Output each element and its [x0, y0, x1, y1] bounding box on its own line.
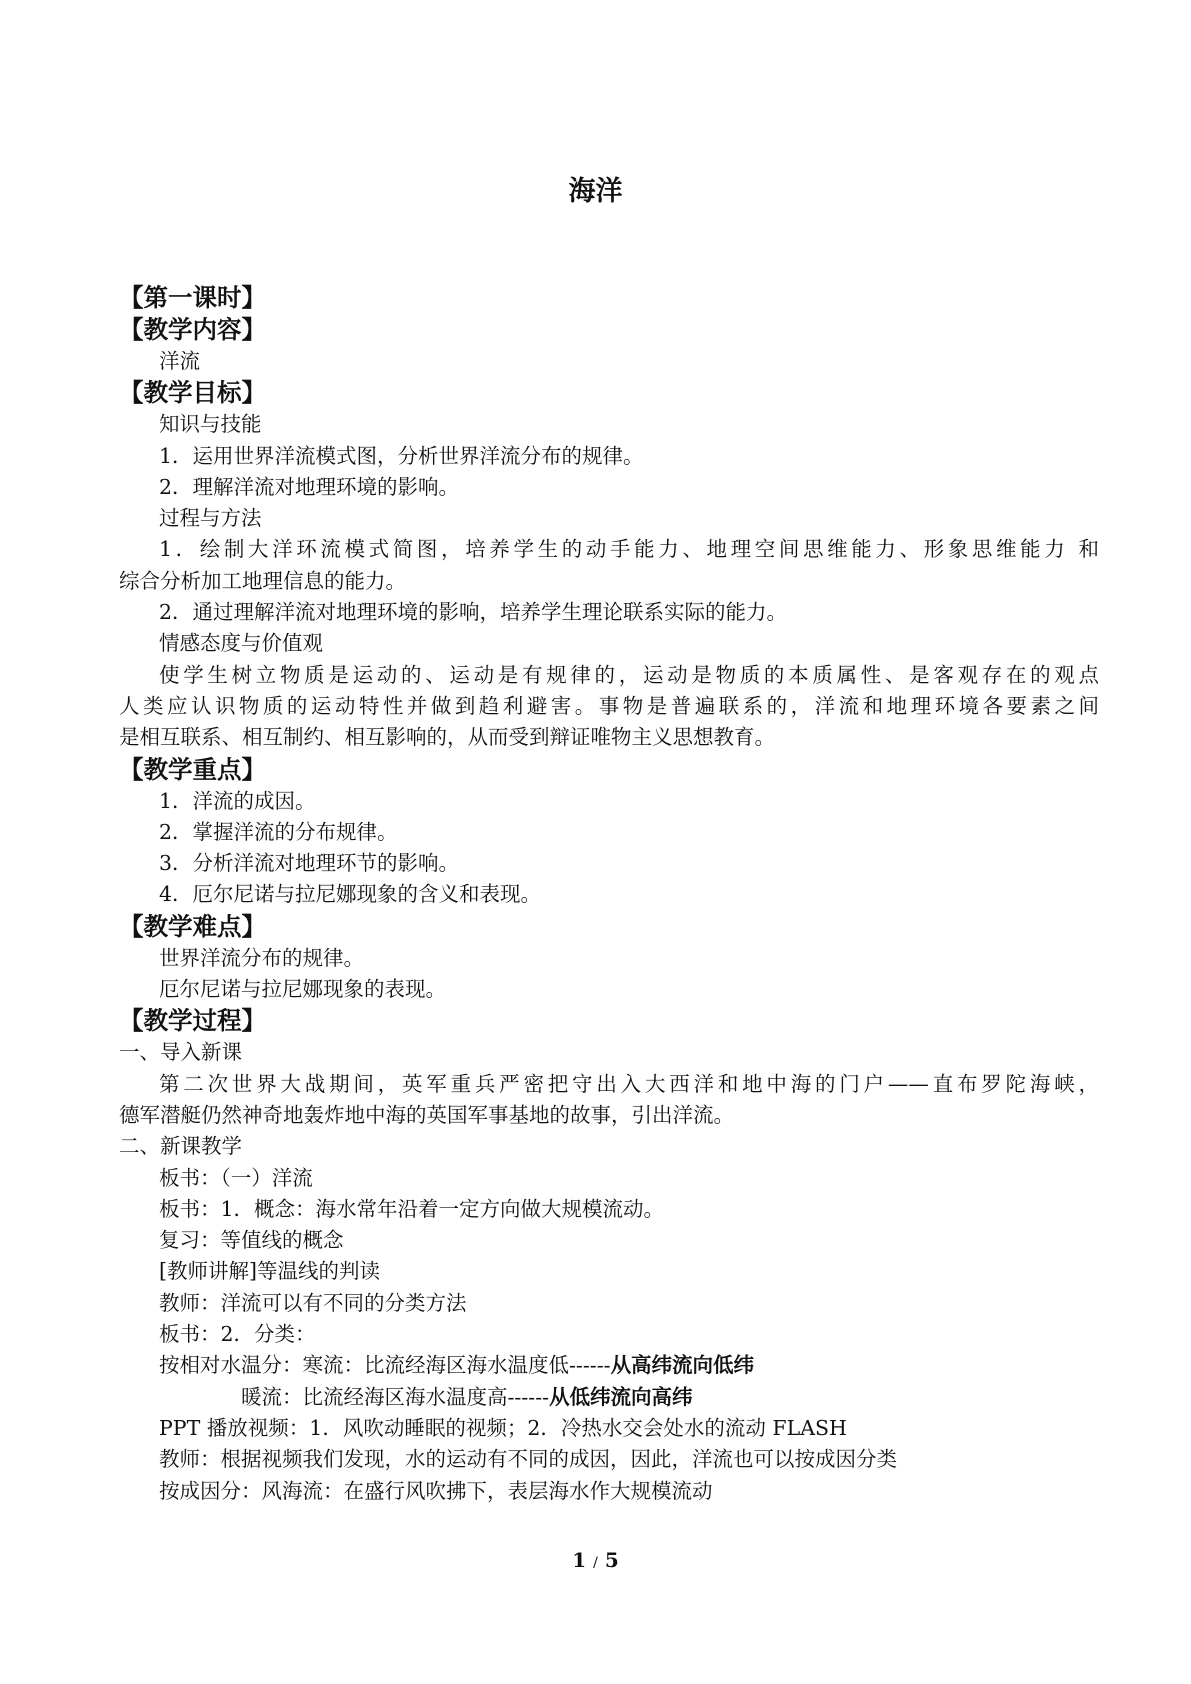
process-part-2: 二、新课教学 — [119, 1134, 242, 1159]
goal-knowledge-1: 1．运用世界洋流模式图，分析世界洋流分布的规律。 — [159, 443, 644, 468]
section-heading-process: 【教学过程】 — [119, 1006, 266, 1036]
goal-knowledge-title: 知识与技能 — [159, 412, 262, 437]
lesson-line-2: 板书：1．概念：海水常年沿着一定方向做大规模流动。 — [159, 1196, 665, 1221]
key-point-4: 4．厄尔尼诺与拉尼娜现象的含义和表现。 — [159, 882, 542, 907]
page-total: 5 — [604, 1548, 619, 1572]
goal-process-1a: 1．绘制大洋环流模式简图，培养学生的动手能力、地理空间思维能力、形象思维能力 和 — [159, 537, 1099, 562]
page-number — [0, 1548, 1191, 1572]
section-heading-key-points: 【教学重点】 — [119, 754, 266, 784]
goal-process-2: 2．通过理解洋流对地理环境的影响，培养学生理论联系实际的能力。 — [159, 600, 788, 625]
section-heading-goals: 【教学目标】 — [119, 378, 266, 408]
process-intro-b: 德军潜艇仍然神奇地轰炸地中海的英国军事基地的故事，引出洋流。 — [119, 1102, 734, 1127]
difficulty-1: 世界洋流分布的规律。 — [159, 945, 364, 970]
lesson-line-11: 按成因分：风海流：在盛行风吹拂下，表层海水作大规模流动 — [159, 1478, 713, 1503]
section-heading-content: 【教学内容】 — [119, 315, 266, 344]
goal-process-1b: 综合分析加工地理信息的能力。 — [119, 568, 406, 593]
goal-attitude-b: 人类应认识物质的运动特性并做到趋利避害。事物是普遍联系的，洋流和地理环境各要素之间 — [119, 693, 1099, 718]
cold-current-direction: 从高纬流向低纬 — [610, 1353, 755, 1378]
key-point-3: 3．分析洋流对地理环节的影响。 — [159, 851, 460, 876]
difficulty-2: 厄尔尼诺与拉尼娜现象的表现。 — [159, 977, 446, 1002]
cold-current-text: 按相对水温分：寒流：比流经海区海水温度低------ — [159, 1353, 611, 1378]
lesson-line-9: PPT 播放视频：1．风吹动睡眠的视频；2．冷热水交会处水的流动 FLASH — [159, 1415, 847, 1440]
warm-current-direction: 从低纬流向高纬 — [549, 1384, 693, 1409]
document-title: 海洋 — [568, 176, 623, 207]
process-part-1: 一、导入新课 — [119, 1040, 242, 1065]
process-intro-a: 第二次世界大战期间，英军重兵严密把守出入大西洋和地中海的门户——直布罗陀海峡， — [159, 1071, 1099, 1096]
goal-attitude-a: 使学生树立物质是运动的、运动是有规律的，运动是物质的本质属性、是客观存在的观点 — [159, 662, 1099, 687]
page-current: 1 — [572, 1548, 587, 1572]
lesson-line-warm-current — [119, 1382, 1099, 1413]
lesson-line-1: 板书：（一）洋流 — [159, 1165, 313, 1190]
section-heading-lesson: 【第一课时】 — [119, 283, 266, 312]
goal-attitude-title: 情感态度与价值观 — [159, 631, 323, 656]
key-point-2: 2．掌握洋流的分布规律。 — [159, 819, 398, 844]
goal-knowledge-2: 2．理解洋流对地理环境的影响。 — [159, 474, 460, 499]
page-separator: / — [593, 1555, 598, 1571]
warm-current-text: 暖流：比流经海区海水温度高------ — [241, 1384, 550, 1409]
goal-process-title: 过程与方法 — [159, 506, 262, 531]
content-text: 洋流 — [159, 349, 200, 373]
goal-attitude-c: 是相互联系、相互制约、相互影响的，从而受到辩证唯物主义思想教育。 — [119, 725, 775, 750]
lesson-line-4: [教师讲解]等温线的判读 — [159, 1259, 380, 1284]
section-heading-difficulties: 【教学难点】 — [119, 911, 266, 941]
lesson-line-cold-current — [119, 1350, 1099, 1381]
lesson-line-6: 板书：2．分类： — [159, 1322, 316, 1347]
lesson-line-10: 教师：根据视频我们发现，水的运动有不同的成因，因此，洋流也可以按成因分类 — [159, 1447, 897, 1472]
lesson-line-3: 复习：等值线的概念 — [159, 1228, 344, 1253]
lesson-line-5: 教师：洋流可以有不同的分类方法 — [159, 1290, 467, 1315]
key-point-1: 1．洋流的成因。 — [159, 788, 316, 813]
document-body — [119, 282, 1099, 1507]
